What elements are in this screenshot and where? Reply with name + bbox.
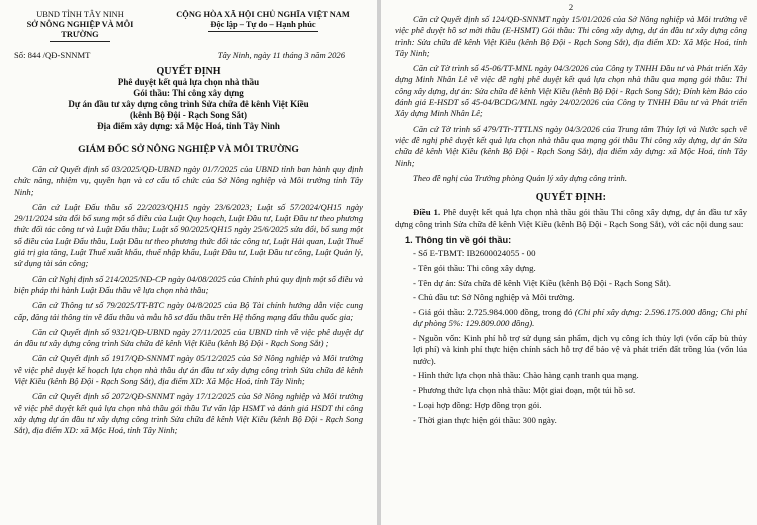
price-breakdown: (Chi phí xây dựng: 2.596.175.000 đồng; Chi phí dự phòng 5%: 129.809.000 đồng).	[413, 307, 748, 329]
motto: Độc lập – Tự do – Hạnh phúc	[210, 20, 316, 29]
document-number: Số: 844 /QĐ-SNNMT	[14, 50, 91, 60]
package-info-item: - Tên dự án: Sửa chữa đê kênh Việt Kiều (kênh Bộ Đội - Rạch Song Sắt).	[413, 277, 672, 288]
decision-title-block	[14, 66, 363, 132]
legal-basis-paragraph: Căn cứ Quyết định số 1917/QĐ-SNNMT ngày 05/12/2025 của Sở Nông nghiệp và Môi trường về việc phê duyệt kế hoạch lựa chọn nhà thầu dự án đầu tư xây dựng công trình Sửa chữa đê kênh Việt Kiều (kênh Bộ Đội - Rạch Song Sắt), địa điểm XD: Xã Mộc Hoá, tỉnh Tây Ninh;	[14, 353, 363, 387]
title-line-1: Phê duyệt kết quả lựa chọn nhà thầu	[117, 77, 260, 87]
title-line-3: Dự án đầu tư xây dựng công trình Sửa chữa đê kênh Việt Kiều	[68, 99, 309, 109]
legal-basis-paragraph: Căn cứ Thông tư số 79/2025/TT-BTC ngày 04/8/2025 của Bộ Tài chính hướng dẫn việc cung cấp, đăng tải thông tin về đấu thầu và mẫu hồ sơ đấu thầu trên Hệ thống mạng đấu thầu quốc gia;	[14, 300, 363, 322]
motto-underline	[208, 31, 318, 32]
package-info-item: - Chủ đầu tư: Sở Nông nghiệp và Môi trường.	[413, 292, 575, 303]
director-heading: GIÁM ĐỐC SỞ NÔNG NGHIỆP VÀ MÔI TRƯỜNG	[78, 144, 299, 155]
legal-basis-paragraph: Căn cứ Quyết định số 03/2025/QĐ-UBND ngày 01/7/2025 của UBND tỉnh ban hành quy định chức năng, nhiệm vụ, quyền hạn và cơ cấu tổ chức của Sở Nông nghiệp và Môi trường tỉnh Tây Ninh;	[14, 164, 363, 197]
title-line-4: (kênh Bộ Đội - Rạch Song Sắt)	[129, 110, 248, 120]
price-text: - Giá gói thầu: 2.725.984.000 đồng, trong đó	[413, 307, 575, 318]
legal-basis-paragraph: Căn cứ Quyết định số 124/QĐ-SNNMT ngày 15/01/2026 của Sở Nông nghiệp và Môi trường về việc phê duyệt hồ sơ mời thầu (E-HSMT) Gói thầu: Thi công xây dựng, dự án đầu tư xây dựng công trình: Sửa chữa đê kênh Việt Kiều (kênh Bộ Đội - Rạch Song Sắt), địa điểm XD: Xã Mộc Hoá, tỉnh Tây Ninh;	[395, 14, 747, 58]
page-1	[0, 0, 377, 525]
title-line-5: Địa điểm xây dựng: xã Mộc Hoá, tỉnh Tây Ninh	[97, 121, 280, 131]
package-info-item: - Loại hợp đồng: Hợp đồng trọn gói.	[413, 399, 542, 410]
page-number: 2	[568, 2, 574, 12]
decision-heading: QUYẾT ĐỊNH:	[535, 192, 607, 204]
package-info-item: - Tên gói thầu: Thi công xây dựng.	[413, 262, 536, 273]
package-price-item	[395, 307, 747, 329]
agency-parent: UBND TỈNH TÂY NINH	[36, 10, 124, 19]
page-2	[381, 0, 757, 525]
agency-name: SỞ NÔNG NGHIỆP VÀ MÔI TRƯỜNG	[26, 20, 134, 39]
legal-basis-paragraph: Căn cứ Tờ trình số 479/TTr-TTTLNS ngày 04/3/2026 của Trung tâm Thủy lợi và Nước sạch về việc đề nghị phê duyệt kết quả lựa chọn nhà thầu qua mạng gói thầu Thi công xây dựng, dự án Sửa chữa đê kênh Việt Kiều (kênh Bộ Đội - Rạch Song Sắt), địa điểm xây dựng: xã Mộc Hoá, tỉnh Tây Ninh;	[395, 123, 747, 168]
country-name: CỘNG HÒA XÃ HỘI CHỦ NGHĨA VIỆT NAM	[176, 10, 350, 19]
title-line-2: Gói thầu: Thi công xây dựng	[133, 88, 244, 98]
issuing-agency	[14, 10, 146, 42]
legal-basis-paragraph: Căn cứ Quyết định số 9321/QĐ-UBND ngày 27/11/2025 của UBND tỉnh về việc phê duyệt dự án đầu tư xây dựng công trình Sửa chữa đê kênh Việt Kiều (kênh Bộ Đội - Rạch Song Sắt) ;	[14, 326, 363, 349]
article-1	[395, 207, 747, 230]
legal-basis-paragraph: Căn cứ Nghị định số 214/2025/NĐ-CP ngày 04/08/2025 của Chính phủ quy định một số điều và biện pháp thi hành Luật Đấu thầu về lựa chọn nhà thầu;	[14, 273, 363, 295]
article-1-text: Phê duyệt kết quả lựa chọn nhà thầu gói thầu Thi công xây dựng, dự án đầu tư xây dựng công trình Sửa chữa đê kênh Việt Kiều (kênh Bộ Đội - Rạch Song Sắt), với các nội dung sau:	[395, 207, 747, 229]
document-meta	[14, 50, 363, 60]
article-1-label: Điều 1.	[413, 207, 441, 218]
package-info-item: - Nguồn vốn: Kinh phí hỗ trợ sử dụng sản phẩm, dịch vụ công ích thủy lợi (vốn cấp bù thủy lợi phí) và kinh phí thực hiện chính sách hỗ trợ để bảo vệ và phát triển đất trồng lúa (vốn lúa nước).	[413, 333, 747, 366]
legal-basis-paragraph: Căn cứ Tờ trình số 45-06/TT-MNL ngày 04/3/2026 của Công ty TNHH Đầu tư và Phát triển Xây dựng Minh Nhân Lê về việc đề nghị phê duyệt kết quả lựa chọn nhà thầu qua mạng gói thầu: Thi công xây dựng, dự án: Sửa chữa đê kênh Việt Kiều (kênh Bộ Đội - Rạch Song Sắt); Đính kèm Báo cáo đánh giá E-HSDT số 45-04/BCDG/MNL ngày 24/02/2026 của Công ty TNHH Đầu tư và Phát triển Xây dựng Minh Nhân Lê;	[395, 63, 747, 119]
package-info-item: - Hình thức lựa chọn nhà thầu: Chào hàng cạnh tranh qua mạng.	[413, 370, 639, 381]
document-title: QUYẾT ĐỊNH	[156, 66, 221, 77]
legal-basis-paragraph: Căn cứ Quyết định số 2072/QĐ-SNNMT ngày 17/12/2025 của Sở Nông nghiệp và Môi trường về việc phê duyệt kết quả lựa chọn nhà thầu gói thầu Tư vấn lập HSMT và đánh giá HSDT thi công xây dựng dự án đầu tư xây dựng công trình Sửa chữa đê kênh Việt Kiều (kênh Bộ Đội - Rạch Song Sắt), địa điểm XD: xã Mộc Hoá, tỉnh Tây Ninh;	[14, 391, 363, 436]
package-info-item: - Phương thức lựa chọn nhà thầu: Một giai đoạn, một túi hồ sơ.	[413, 385, 636, 396]
legal-basis-paragraph: Căn cứ Luật Đấu thầu số 22/2023/QH15 ngày 23/6/2023; Luật số 57/2024/QH15 ngày 29/11/2024 sửa đổi bổ sung một số điều của Luật Quy hoạch, Luật Đầu tư, Luật Đầu tư theo phương thức đối tác công tư và Luật Đấu thầu; Luật số 90/2025/QH15 ngày 25/6/2025 sửa đổi, bổ sung một số điều của Luật Đấu thầu, Luật Đầu tư theo phương thức đối tác công tư, Luật Hải quan, Luật Thuế giá trị gia tăng, Luật Thuế xuất khẩu, thuế nhập khẩu, Luật Đầu tư, Luật Đầu tư công, Luật Quản lý, sử dụng tài sản công;	[14, 201, 363, 269]
package-info-item: - Số E-TBMT: IB2600024055 - 00	[413, 247, 536, 258]
document-header	[14, 10, 363, 42]
section-1-heading: 1. Thông tin về gói thầu:	[405, 234, 512, 245]
place-date: Tây Ninh, ngày 11 tháng 3 năm 2026	[217, 50, 345, 60]
proposal-paragraph: Theo đề nghị của Trưởng phòng Quản lý xây dựng công trình.	[413, 172, 627, 183]
agency-underline	[50, 41, 110, 42]
package-info-item: - Thời gian thực hiện gói thầu: 300 ngày.	[413, 414, 557, 425]
national-title	[163, 10, 363, 42]
